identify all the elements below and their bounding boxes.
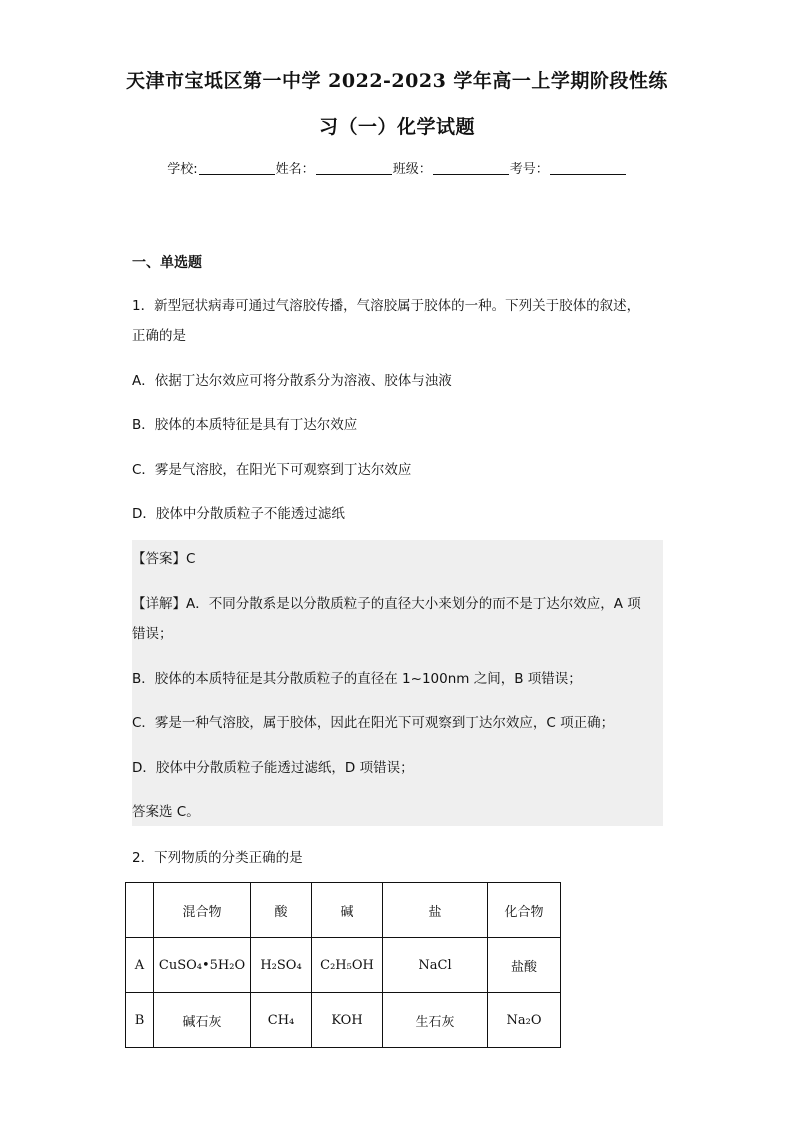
cell-base: C₂H₅OH bbox=[312, 938, 383, 993]
row-label: A bbox=[126, 938, 154, 993]
class-label: 班级： bbox=[392, 162, 432, 177]
classification-table bbox=[125, 882, 561, 1048]
cell-compound: 盐酸 bbox=[488, 938, 561, 993]
exam-title-line-2: 习（一）化学试题 bbox=[318, 116, 475, 138]
cell-mixture: CuSO₄•5H₂O bbox=[154, 938, 251, 993]
header-cell: 化合物 bbox=[488, 883, 561, 938]
cell-mixture: 碱石灰 bbox=[154, 993, 251, 1048]
number-blank bbox=[550, 162, 626, 175]
student-info-row bbox=[0, 158, 794, 177]
detail-b: B．胶体的本质特征是其分散质粒子的直径在 1~100nm 之间，B 项错误； bbox=[132, 671, 582, 687]
row-label: B bbox=[126, 993, 154, 1048]
name-blank bbox=[316, 162, 392, 175]
school-label: 学校: bbox=[167, 162, 198, 177]
detail-d: D．胶体中分散质粒子能透过滤纸，D 项错误； bbox=[132, 760, 414, 776]
name-label: 姓名： bbox=[275, 162, 315, 177]
q1-stem-line-2: 正确的是 bbox=[132, 328, 186, 344]
q2-stem: 2．下列物质的分类正确的是 bbox=[132, 850, 303, 866]
cell-compound: Na₂O bbox=[488, 993, 561, 1048]
cell-salt: NaCl bbox=[383, 938, 488, 993]
header-cell: 碱 bbox=[312, 883, 383, 938]
table-header-row bbox=[126, 883, 561, 938]
answer-line: 【答案】C bbox=[132, 551, 196, 567]
detail-line-2: 错误； bbox=[132, 626, 173, 642]
cell-acid: H₂SO₄ bbox=[251, 938, 312, 993]
table-row bbox=[126, 938, 561, 993]
q1-stem-line-1: 1．新型冠状病毒可通过气溶胶传播，气溶胶属于胶体的一种。下列关于胶体的叙述， bbox=[132, 298, 641, 314]
q1-option-c: C．雾是气溶胶，在阳光下可观察到丁达尔效应 bbox=[132, 462, 412, 478]
header-cell: 酸 bbox=[251, 883, 312, 938]
class-blank bbox=[433, 162, 509, 175]
answer-conclusion: 答案选 C。 bbox=[132, 804, 200, 820]
section-title: 一、单选题 bbox=[132, 255, 202, 271]
cell-base: KOH bbox=[312, 993, 383, 1048]
school-blank bbox=[199, 162, 275, 175]
header-cell bbox=[126, 883, 154, 938]
exam-title-line-1: 天津市宝坻区第一中学 2022-2023 学年高一上学期阶段性练 bbox=[126, 70, 668, 92]
number-label: 考号： bbox=[509, 162, 549, 177]
detail-c: C．雾是一种气溶胶，属于胶体，因此在阳光下可观察到丁达尔效应，C 项正确； bbox=[132, 715, 615, 731]
table-row bbox=[126, 993, 561, 1048]
q1-option-a: A．依据丁达尔效应可将分散系分为溶液、胶体与浊液 bbox=[132, 373, 452, 389]
cell-salt: 生石灰 bbox=[383, 993, 488, 1048]
q1-option-b: B．胶体的本质特征是具有丁达尔效应 bbox=[132, 417, 358, 433]
header-cell: 盐 bbox=[383, 883, 488, 938]
cell-acid: CH₄ bbox=[251, 993, 312, 1048]
q1-option-d: D．胶体中分散质粒子不能透过滤纸 bbox=[132, 506, 345, 522]
detail-line-1: 【详解】A．不同分散系是以分散质粒子的直径大小来划分的而不是丁达尔效应，A 项 bbox=[132, 596, 641, 612]
header-cell: 混合物 bbox=[154, 883, 251, 938]
